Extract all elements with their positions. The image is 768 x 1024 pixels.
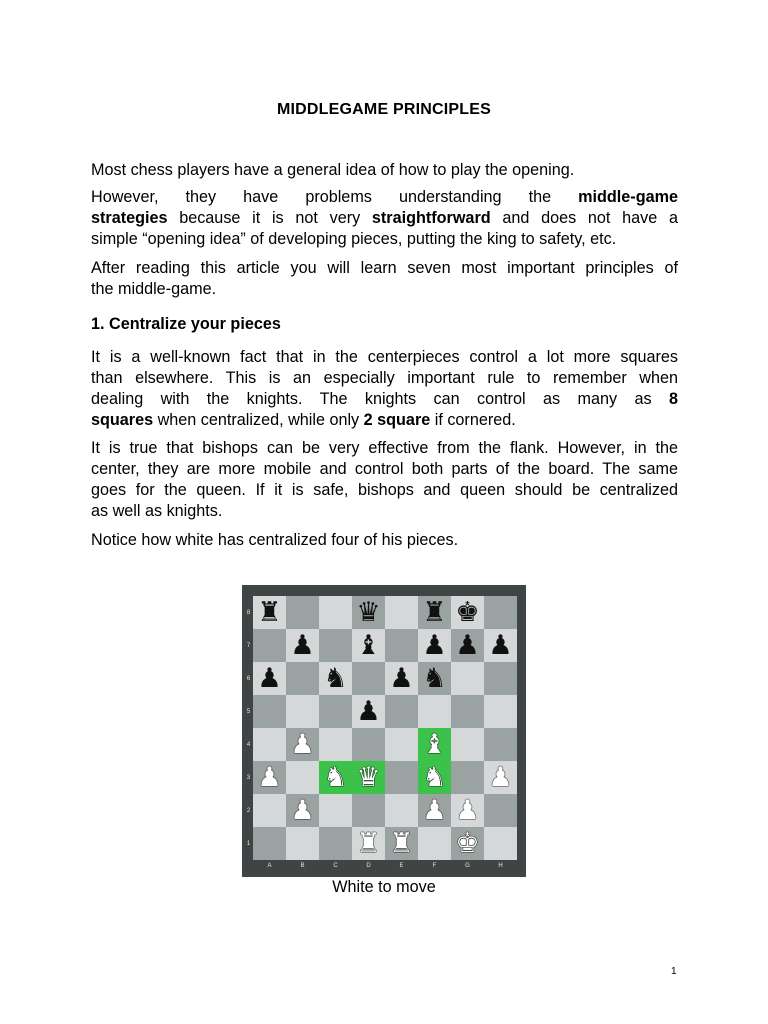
section-heading-centralize: 1. Centralize your pieces <box>91 315 281 333</box>
file-label: D <box>366 863 371 869</box>
square-a1 <box>253 827 286 860</box>
white-knight-icon: ♞ <box>323 762 348 793</box>
square-h8 <box>484 596 517 629</box>
square-f8 <box>418 596 451 629</box>
square-b6 <box>286 662 319 695</box>
black-knight-icon: ♞ <box>323 663 348 694</box>
paragraph-knights-line-3: dealing with the knights. The knights can control as many as 8 <box>91 390 678 408</box>
square-a6 <box>253 662 286 695</box>
square-c3 <box>319 761 352 794</box>
rank-label: 5 <box>246 708 251 715</box>
square-h3 <box>484 761 517 794</box>
black-rook-icon: ♜ <box>422 597 447 628</box>
paragraph-bishops-line-2: center, they are more mobile and control both parts of the board. The same <box>91 460 678 478</box>
white-pawn-icon: ♟ <box>488 762 513 793</box>
paragraph-intro-text: Most chess players have a general idea of how to play the opening. <box>91 161 575 179</box>
square-d7 <box>352 629 385 662</box>
square-c6 <box>319 662 352 695</box>
paragraph-bishops-line-4: as well as knights. <box>91 502 223 520</box>
square-d4 <box>352 728 385 761</box>
black-pawn-icon: ♟ <box>488 630 513 661</box>
file-label: G <box>465 863 470 869</box>
square-g1 <box>451 827 484 860</box>
square-d6 <box>352 662 385 695</box>
square-g8 <box>451 596 484 629</box>
square-b2 <box>286 794 319 827</box>
paragraph-bishops <box>91 438 678 522</box>
paragraph-intro <box>91 160 678 181</box>
square-g5 <box>451 695 484 728</box>
square-f7 <box>418 629 451 662</box>
square-f1 <box>418 827 451 860</box>
rank-label: 8 <box>246 609 251 616</box>
black-knight-icon: ♞ <box>422 663 447 694</box>
rank-label: 4 <box>246 741 251 748</box>
square-a2 <box>253 794 286 827</box>
paragraph-problems-line-1: However, they have problems understanding the middle-game <box>91 188 678 206</box>
black-pawn-icon: ♟ <box>389 663 414 694</box>
square-c7 <box>319 629 352 662</box>
black-pawn-icon: ♟ <box>356 696 381 727</box>
square-f2 <box>418 794 451 827</box>
square-f3 <box>418 761 451 794</box>
square-f6 <box>418 662 451 695</box>
square-h7 <box>484 629 517 662</box>
square-c2 <box>319 794 352 827</box>
square-a7 <box>253 629 286 662</box>
file-label: F <box>432 863 437 869</box>
square-e3 <box>385 761 418 794</box>
white-rook-icon: ♜ <box>356 828 381 859</box>
white-bishop-icon: ♝ <box>422 729 447 760</box>
square-h4 <box>484 728 517 761</box>
page-number: 1 <box>671 966 677 977</box>
white-king-icon: ♚ <box>455 828 480 859</box>
square-e4 <box>385 728 418 761</box>
square-f4 <box>418 728 451 761</box>
black-pawn-icon: ♟ <box>290 630 315 661</box>
paragraph-knights-line-4: squares when centralized, while only 2 square if cornered. <box>91 411 516 429</box>
white-pawn-icon: ♟ <box>422 795 447 826</box>
black-rook-icon: ♜ <box>257 597 282 628</box>
paragraph-notice-text: Notice how white has centralized four of his pieces. <box>91 531 459 549</box>
paragraph-knights-line-2: than elsewhere. This is an especially important rule to remember when <box>91 369 678 387</box>
paragraph-problems-line-2: strategies because it is not very straightforward and does not have a <box>91 209 678 227</box>
square-b5 <box>286 695 319 728</box>
square-d3 <box>352 761 385 794</box>
square-a3 <box>253 761 286 794</box>
square-d1 <box>352 827 385 860</box>
paragraph-knights-line-1: It is a well-known fact that in the centerpieces control a lot more squares <box>91 348 678 366</box>
white-pawn-icon: ♟ <box>290 795 315 826</box>
square-b8 <box>286 596 319 629</box>
rank-label: 7 <box>246 642 251 649</box>
white-pawn-icon: ♟ <box>257 762 282 793</box>
square-b7 <box>286 629 319 662</box>
square-a5 <box>253 695 286 728</box>
square-c5 <box>319 695 352 728</box>
paragraph-knights <box>91 347 678 431</box>
black-pawn-icon: ♟ <box>455 630 480 661</box>
paragraph-bishops-line-3: goes for the queen. If it is safe, bishops and queen should be centralized <box>91 481 678 499</box>
square-c1 <box>319 827 352 860</box>
paragraph-problems <box>91 187 678 250</box>
rank-label: 6 <box>246 675 251 682</box>
square-d8 <box>352 596 385 629</box>
square-b3 <box>286 761 319 794</box>
black-king-icon: ♚ <box>455 597 480 628</box>
file-label: H <box>498 863 503 869</box>
paragraph-article-line-2: the middle-game. <box>91 280 217 298</box>
square-g2 <box>451 794 484 827</box>
white-knight-icon: ♞ <box>422 762 447 793</box>
white-pawn-icon: ♟ <box>455 795 480 826</box>
file-label: B <box>300 863 305 869</box>
square-f5 <box>418 695 451 728</box>
square-g3 <box>451 761 484 794</box>
square-e5 <box>385 695 418 728</box>
square-b1 <box>286 827 319 860</box>
square-c4 <box>319 728 352 761</box>
square-g6 <box>451 662 484 695</box>
rank-label: 1 <box>246 840 251 847</box>
file-label: E <box>399 863 404 869</box>
square-a8 <box>253 596 286 629</box>
black-pawn-icon: ♟ <box>422 630 447 661</box>
square-d5 <box>352 695 385 728</box>
rank-label: 3 <box>246 774 251 781</box>
white-rook-icon: ♜ <box>389 828 414 859</box>
square-e8 <box>385 596 418 629</box>
black-pawn-icon: ♟ <box>257 663 282 694</box>
square-b4 <box>286 728 319 761</box>
paragraph-bishops-line-1: It is true that bishops can be very effective from the flank. However, in the <box>91 439 678 457</box>
paragraph-article <box>91 258 678 300</box>
paragraph-article-line-1: After reading this article you will learn seven most important principles of <box>91 259 678 277</box>
square-a4 <box>253 728 286 761</box>
square-h1 <box>484 827 517 860</box>
file-label: A <box>267 863 272 869</box>
square-e6 <box>385 662 418 695</box>
rank-label: 2 <box>246 807 251 814</box>
square-g4 <box>451 728 484 761</box>
white-pawn-icon: ♟ <box>290 729 315 760</box>
black-bishop-icon: ♝ <box>356 630 381 661</box>
chess-diagram <box>242 585 526 877</box>
paragraph-problems-line-3: simple “opening idea” of developing pieces, putting the king to safety, etc. <box>91 230 617 248</box>
square-c8 <box>319 596 352 629</box>
square-d2 <box>352 794 385 827</box>
diagram-caption: White to move <box>332 878 436 896</box>
page-title: MIDDLEGAME PRINCIPLES <box>277 101 491 118</box>
square-e1 <box>385 827 418 860</box>
square-e7 <box>385 629 418 662</box>
square-g7 <box>451 629 484 662</box>
square-e2 <box>385 794 418 827</box>
file-label: C <box>333 863 338 869</box>
square-h5 <box>484 695 517 728</box>
square-h2 <box>484 794 517 827</box>
square-h6 <box>484 662 517 695</box>
white-queen-icon: ♛ <box>356 762 381 793</box>
paragraph-notice <box>91 530 678 551</box>
black-queen-icon: ♛ <box>356 597 381 628</box>
chessboard <box>253 596 517 860</box>
